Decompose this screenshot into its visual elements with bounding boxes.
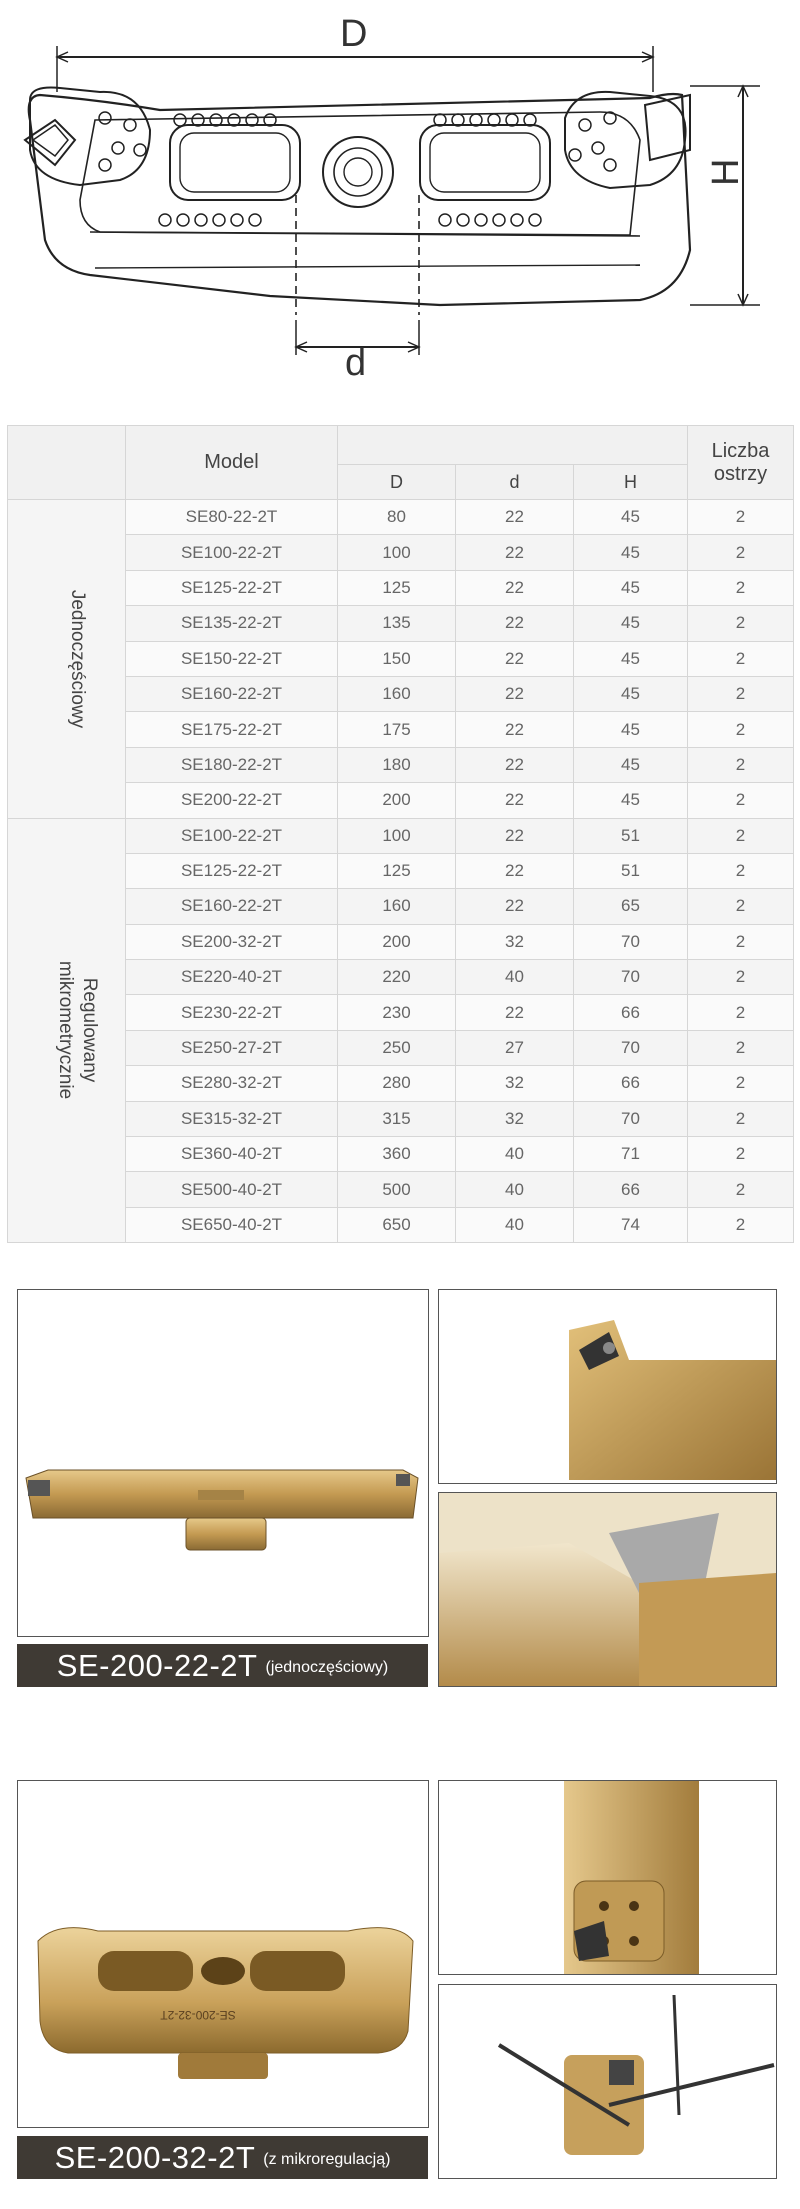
table-row: [8, 960, 794, 995]
cell-H: 70: [574, 1030, 688, 1065]
table-row: [8, 606, 794, 641]
group-label-cell: [8, 500, 126, 819]
cell-model: SE100-22-2T: [126, 535, 338, 570]
product-photo-detail-2a: [438, 1780, 777, 1975]
cell-D: 230: [338, 995, 456, 1030]
table-row: [8, 783, 794, 818]
table-row: [8, 1137, 794, 1172]
cell-D: 125: [338, 853, 456, 888]
cell-blades: 2: [688, 783, 794, 818]
cell-H: 51: [574, 853, 688, 888]
cell-D: 100: [338, 535, 456, 570]
cell-model: SE315-32-2T: [126, 1101, 338, 1136]
product-note-2: (z mikroregulacją): [263, 2150, 391, 2168]
cell-model: SE160-22-2T: [126, 676, 338, 711]
cell-d: 22: [456, 995, 574, 1030]
product-caption-1: [17, 1644, 428, 1687]
group-label: [53, 961, 101, 1099]
cell-model: SE125-22-2T: [126, 570, 338, 605]
cell-model: SE100-22-2T: [126, 818, 338, 853]
cell-model: SE250-27-2T: [126, 1030, 338, 1065]
cell-model: SE650-40-2T: [126, 1207, 338, 1242]
table-row: [8, 1066, 794, 1101]
cell-H: 45: [574, 676, 688, 711]
cell-blades: 2: [688, 889, 794, 924]
cell-H: 45: [574, 747, 688, 782]
product-photo-detail-2b: [438, 1984, 777, 2179]
cell-H: 45: [574, 500, 688, 535]
group-label-cell: [8, 818, 126, 1243]
cell-d: 22: [456, 712, 574, 747]
cell-H: 65: [574, 889, 688, 924]
cell-d: 22: [456, 676, 574, 711]
cell-blades: 2: [688, 1137, 794, 1172]
table-row: [8, 500, 794, 535]
header-D: D: [338, 465, 456, 500]
cell-D: 160: [338, 676, 456, 711]
cell-model: SE135-22-2T: [126, 606, 338, 641]
group-label-line: mikrometrycznie: [55, 961, 77, 1100]
cell-D: 150: [338, 641, 456, 676]
product-photo-detail-1b: [438, 1492, 777, 1687]
cell-model: SE230-22-2T: [126, 995, 338, 1030]
cell-d: 32: [456, 924, 574, 959]
cell-D: 125: [338, 570, 456, 605]
cell-H: 51: [574, 818, 688, 853]
group-label-line: Jednoczęściowy: [67, 589, 89, 728]
cell-d: 22: [456, 570, 574, 605]
product-note-1: (jednoczęściowy): [265, 1658, 389, 1676]
cell-d: 32: [456, 1066, 574, 1101]
header-dimensions-group: [338, 426, 688, 465]
header-d: d: [456, 465, 574, 500]
cell-blades: 2: [688, 1172, 794, 1207]
cell-d: 22: [456, 641, 574, 676]
table-row: [8, 853, 794, 888]
cell-H: 70: [574, 924, 688, 959]
cell-blades: 2: [688, 500, 794, 535]
cell-blades: 2: [688, 676, 794, 711]
header-H: H: [574, 465, 688, 500]
cell-d: 32: [456, 1101, 574, 1136]
cell-D: 250: [338, 1030, 456, 1065]
cell-blades: 2: [688, 535, 794, 570]
cell-D: 220: [338, 960, 456, 995]
cell-D: 100: [338, 818, 456, 853]
cell-D: 80: [338, 500, 456, 535]
table-row: [8, 1207, 794, 1242]
cell-D: 200: [338, 783, 456, 818]
cell-D: 650: [338, 1207, 456, 1242]
cell-d: 22: [456, 889, 574, 924]
cell-D: 280: [338, 1066, 456, 1101]
cell-H: 45: [574, 712, 688, 747]
cell-blades: 2: [688, 641, 794, 676]
cell-H: 45: [574, 641, 688, 676]
cell-d: 40: [456, 1172, 574, 1207]
product-name-2: SE-200-32-2T: [54, 2139, 256, 2175]
header-blade-count-line1: Liczba: [711, 439, 770, 462]
cell-H: 66: [574, 1066, 688, 1101]
cell-D: 200: [338, 924, 456, 959]
cell-d: 22: [456, 535, 574, 570]
cell-model: SE175-22-2T: [126, 712, 338, 747]
group-label-line: Regulowany: [79, 978, 101, 1083]
cell-model: SE150-22-2T: [126, 641, 338, 676]
cell-H: 71: [574, 1137, 688, 1172]
cell-H: 70: [574, 960, 688, 995]
cell-d: 40: [456, 960, 574, 995]
table-row: [8, 747, 794, 782]
cell-model: SE160-22-2T: [126, 889, 338, 924]
cell-blades: 2: [688, 960, 794, 995]
cell-H: 66: [574, 995, 688, 1030]
cell-blades: 2: [688, 570, 794, 605]
cell-blades: 2: [688, 924, 794, 959]
cell-blades: 2: [688, 853, 794, 888]
cell-D: 175: [338, 712, 456, 747]
table-row: [8, 924, 794, 959]
cell-model: SE180-22-2T: [126, 747, 338, 782]
product-name-1: SE-200-22-2T: [56, 1647, 258, 1683]
cell-blades: 2: [688, 1207, 794, 1242]
cell-H: 70: [574, 1101, 688, 1136]
dimension-label-D: D: [340, 13, 368, 55]
cell-d: 22: [456, 853, 574, 888]
table-row: [8, 1101, 794, 1136]
cell-d: 40: [456, 1207, 574, 1242]
cell-H: 45: [574, 783, 688, 818]
cell-d: 22: [456, 818, 574, 853]
cell-blades: 2: [688, 712, 794, 747]
cell-blades: 2: [688, 606, 794, 641]
group-label: [65, 590, 89, 728]
cell-H: 66: [574, 1172, 688, 1207]
cell-d: 22: [456, 606, 574, 641]
product-photo-main-1: [17, 1289, 429, 1637]
cell-H: 45: [574, 535, 688, 570]
table-row: [8, 570, 794, 605]
product-caption-2: [17, 2136, 428, 2179]
cell-model: SE200-32-2T: [126, 924, 338, 959]
dimension-label-d: d: [345, 342, 367, 380]
header-model: Model: [126, 426, 338, 500]
cell-D: 180: [338, 747, 456, 782]
spec-table: [7, 425, 794, 1243]
product-photo-main-2: [17, 1780, 429, 2128]
cell-model: SE280-32-2T: [126, 1066, 338, 1101]
product-photo-detail-1a: [438, 1289, 777, 1484]
cell-blades: 2: [688, 1066, 794, 1101]
table-row: [8, 818, 794, 853]
header-blade-count-line2: ostrzy: [713, 462, 768, 485]
cell-D: 160: [338, 889, 456, 924]
cell-model: SE500-40-2T: [126, 1172, 338, 1207]
cell-model: SE125-22-2T: [126, 853, 338, 888]
cell-D: 360: [338, 1137, 456, 1172]
cell-H: 45: [574, 570, 688, 605]
table-row: [8, 889, 794, 924]
cell-blades: 2: [688, 747, 794, 782]
cell-blades: 2: [688, 1030, 794, 1065]
cell-blades: 2: [688, 995, 794, 1030]
table-row: [8, 712, 794, 747]
cell-blades: 2: [688, 818, 794, 853]
cell-D: 500: [338, 1172, 456, 1207]
cell-d: 22: [456, 783, 574, 818]
cell-H: 45: [574, 606, 688, 641]
cell-d: 22: [456, 747, 574, 782]
table-row: [8, 535, 794, 570]
dimension-label-H: H: [705, 158, 747, 186]
cell-D: 135: [338, 606, 456, 641]
header-blade-count: [688, 426, 794, 500]
table-body: [8, 500, 794, 1243]
table-header: [8, 426, 794, 500]
table-row: [8, 676, 794, 711]
cell-blades: 2: [688, 1101, 794, 1136]
technical-drawing: [0, 0, 800, 380]
cell-d: 22: [456, 500, 574, 535]
cell-d: 27: [456, 1030, 574, 1065]
cell-model: SE220-40-2T: [126, 960, 338, 995]
cell-H: 74: [574, 1207, 688, 1242]
cell-D: 315: [338, 1101, 456, 1136]
cell-d: 40: [456, 1137, 574, 1172]
cell-model: SE200-22-2T: [126, 783, 338, 818]
table-row: [8, 1172, 794, 1207]
cell-model: SE80-22-2T: [126, 500, 338, 535]
cell-model: SE360-40-2T: [126, 1137, 338, 1172]
header-corner: [8, 426, 126, 500]
product-engraving-2: SE-200-32-2T: [160, 2008, 236, 2022]
